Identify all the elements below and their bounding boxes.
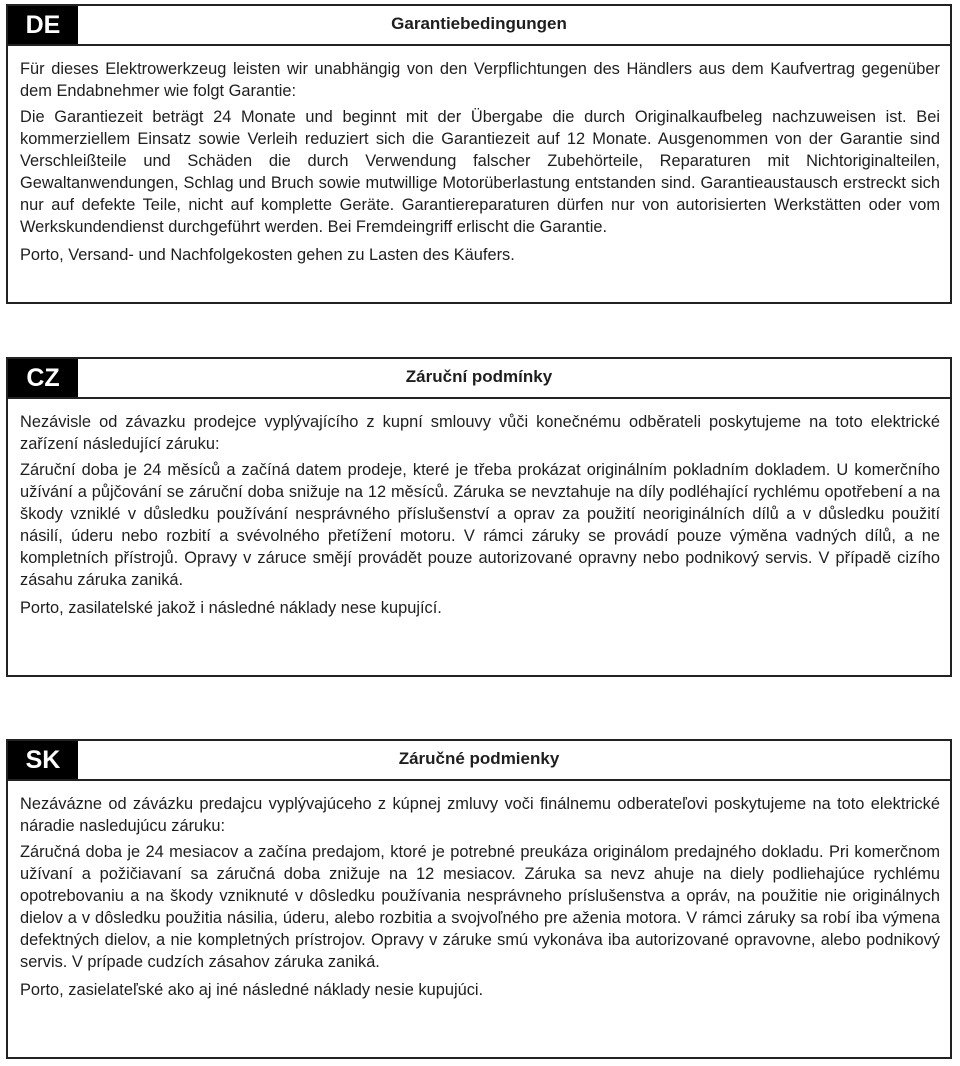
section-body-de [20,58,940,270]
language-tag-cz: CZ [8,359,78,397]
warranty-section-de [6,4,952,304]
paragraph-costs: Porto, Versand- und Nachfolgekosten gehen zu Lasten des Käufers. [20,246,515,264]
warranty-section-cz [6,357,952,677]
paragraph-terms: Záruční doba je 24 měsíců a začíná datem prodeje, které je třeba prokázat originálním pokladním dokladem. U komerčního užívání a půjčování se záruční doba snižuje na 12 měsíců. Záruka se nevztahuje na díly podléhající rychlému opotřebení a na škody vzniklé v důsledku používání nesprávného příslušenství a oprav za použití neoriginálních dílů a v důsledku použití násilí, úderu nebo rozbití a svévolného přetížení motoru. V rámci záruky se provádí pouze výměna vadných dílů, a ne kompletních přístrojů. Opravy v záruce smějí provádět pouze autorizované opravny nebo podnikový servis. V případě cizího zásahu záruka zaniká. [20,461,940,589]
section-title-cz: Záruční podmínky [405,367,553,386]
language-tag-sk: SK [8,741,78,779]
paragraph-intro: Für dieses Elektrowerkzeug leisten wir unabhängig von den Verpflichtungen des Händlers aus dem Kaufvertrag gegenüber dem Endabnehmer wie folgt Garantie: [20,60,940,100]
section-body-sk [20,793,940,1005]
section-body-cz [20,411,940,623]
paragraph-intro: Nezávisle od závazku prodejce vyplývajícího z kupní smlouvy vůči konečnému odběrateli poskytujeme na toto elektrické zařízení následující záruku: [20,413,940,453]
paragraph-terms: Die Garantiezeit beträgt 24 Monate und beginnt mit der Übergabe die durch Originalkaufbeleg nachzuweisen ist. Bei kommerziellem Einsatz sowie Verleih reduziert sich die Garantiezeit auf 12 Monate. Ausgenommen von der Garantie sind Verschleißteile und Schäden die durch Verwendung falscher Zubehörteile, Reparaturen mit Nichtoriginalteilen, Gewaltanwendungen, Schlag und Bruch sowie mutwillige Motorüberlastung entstanden sind. Garantieaustausch erstreckt sich nur auf defekte Teile, nicht auf komplette Geräte. Garantiereparaturen dürfen nur von autorisierten Werkstätten oder vom Werkskundendienst durchgeführt werden. Bei Fremdeingriff erlischt die Garantie. [20,108,940,236]
section-title-de: Garantiebedingungen [391,14,567,33]
paragraph-terms: Záručná doba je 24 mesiacov a začína predajom, ktoré je potrebné preukáza originálom predajného dokladu. Pri komerčnom užívaní a požičiavaní sa záručná doba znižuje na 12 mesiacov. Záruka sa nevz ahuje na diely podliehajúce rychlému opotrebovaniu a na škody vzniknuté v dôsledku používania nesprávneho príslušenstva a opráv, na použitie nie originálnych dielov a v dôsledku použitia násilia, úderu, alebo rozbitia a svojvoľného pre aženia motora. V rámci záruky sa robí iba výmena defektných dielov, a nie kompletných prístrojov. Opravy v záruke smú vykonáva iba autorizované opravovne, alebo podnikový servis. V prípade cudzích zásahov záruka zaniká. [20,843,940,971]
section-title-sk: Záručné podmienky [398,749,560,768]
divider [8,779,950,781]
divider [8,44,950,46]
language-tag-de: DE [8,6,78,44]
divider [8,397,950,399]
warranty-section-sk [6,739,952,1059]
paragraph-costs: Porto, zasielateľské ako aj iné následné náklady nesie kupujúci. [20,981,484,999]
paragraph-intro: Nezávázne od závázku predajcu vyplývajúceho z kúpnej zmluvy voči finálnemu odberateľovi poskytujeme na toto elektrické náradie nasledujúcu záruku: [20,795,940,835]
paragraph-costs: Porto, zasilatelské jakož i následné náklady nese kupující. [20,599,442,617]
